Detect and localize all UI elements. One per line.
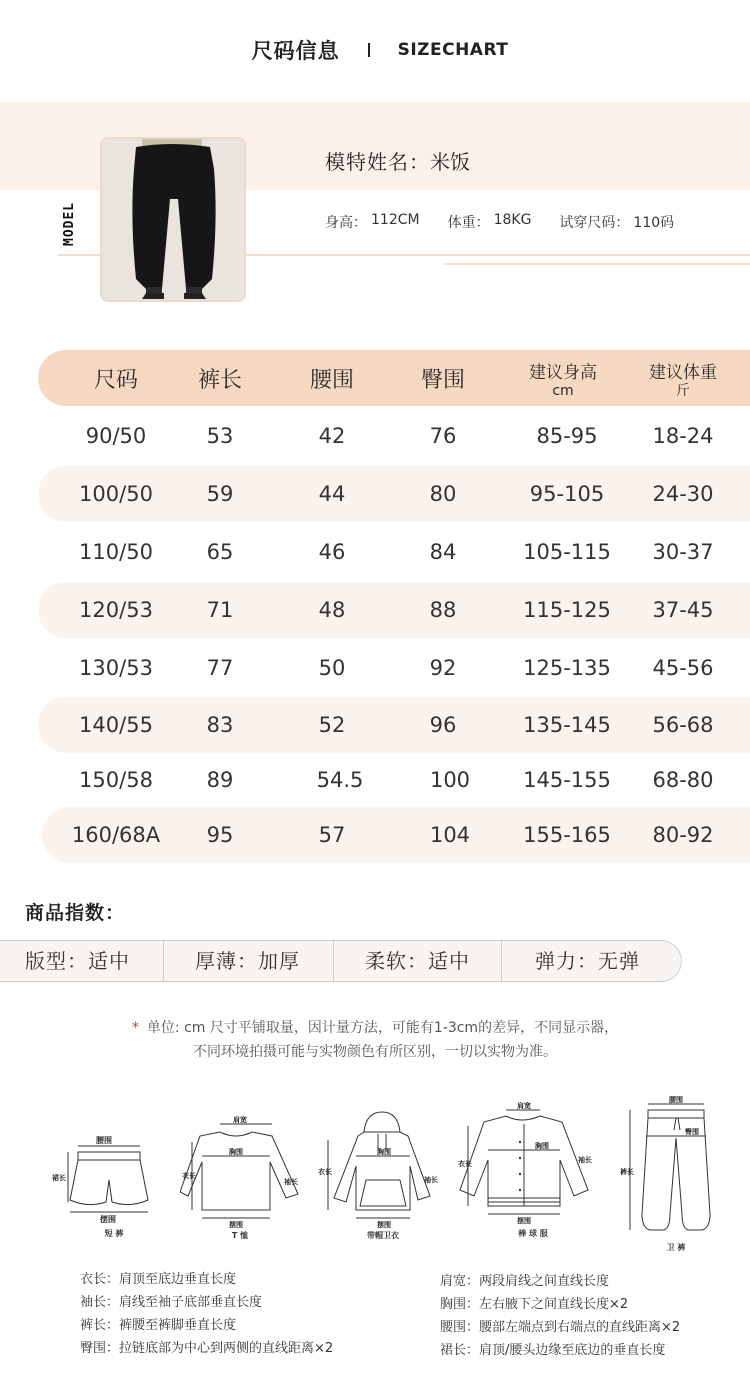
index-separator (333, 941, 334, 981)
cell-waist: 48 (318, 598, 346, 622)
diagram-hoodie (318, 1110, 448, 1240)
table-row (0, 640, 750, 696)
th-weight (628, 350, 738, 406)
table-row (0, 466, 750, 522)
th-weight-unit: 斤 (676, 382, 690, 399)
hoodie-label-hem: 摆围 (377, 1221, 391, 1229)
cell-size: 120/53 (79, 598, 153, 622)
model-vertical-text: MODEL (62, 201, 77, 246)
model-divider-line-short (445, 263, 750, 265)
definition-item (440, 1270, 680, 1293)
pants-drawing (620, 1094, 730, 1244)
cell-size: 150/58 (79, 768, 153, 792)
cell-length: 83 (206, 713, 234, 737)
pants-label-length: 裤长 (620, 1168, 634, 1176)
diagram-tshirt (180, 1112, 315, 1240)
note-line-1 (0, 1016, 750, 1040)
hoodie-drawing (318, 1110, 448, 1232)
cell-length: 53 (206, 424, 234, 448)
table-row (0, 752, 750, 808)
diagram-shorts (48, 1130, 168, 1238)
definition-item (80, 1337, 333, 1360)
cell-hip: 100 (429, 768, 471, 792)
product-index-title: 商品指数： (25, 902, 126, 924)
definition-text: 腰部左端点到右端点的直线距离×2 (479, 1320, 681, 1335)
title-cn: 尺码信息 (251, 39, 340, 63)
cell-weight: 45-56 (652, 656, 714, 680)
cell-size: 160/68A (71, 823, 161, 847)
index-separator (163, 941, 164, 981)
definition-label: 裙长： (440, 1343, 480, 1358)
definition-text: 拉链底部为中心到两侧的直线距离×2 (119, 1341, 334, 1356)
th-waist (282, 350, 382, 406)
cell-height: 115-125 (523, 598, 611, 622)
shorts-caption: 短 裤 (104, 1229, 124, 1238)
cell-height: 95-105 (529, 482, 605, 506)
measurement-note (0, 1016, 750, 1064)
definition-label: 腰围： (440, 1320, 480, 1335)
model-height-value: 112CM (371, 212, 420, 228)
table-row (0, 697, 750, 753)
definition-text: 左右腋下之间直线长度×2 (479, 1297, 629, 1312)
header-divider (368, 43, 370, 57)
cell-hip: 80 (429, 482, 457, 506)
definition-label: 衣长： (80, 1272, 120, 1287)
table-row (0, 524, 750, 580)
jacket-caption: 棒 球 服 (518, 1229, 548, 1238)
hoodie-caption: 带帽卫衣 (367, 1231, 399, 1240)
cell-size: 110/50 (79, 540, 153, 564)
cell-waist: 42 (318, 424, 346, 448)
cell-size: 140/55 (79, 713, 153, 737)
cell-weight: 18-24 (652, 424, 714, 448)
note-line-1-text: 单位: cm 尺寸平铺取量，因计量方法，可能有1-3cm的差异，不同显示器， (146, 1020, 619, 1036)
definition-label: 胸围： (440, 1297, 480, 1312)
model-weight-label: 体重： (447, 215, 490, 231)
cell-weight: 68-80 (652, 768, 714, 792)
cell-length: 77 (206, 656, 234, 680)
th-height-label: 建议身高 (529, 362, 597, 383)
cell-hip: 88 (429, 598, 457, 622)
shorts-label-hem: 摆围 (100, 1215, 116, 1224)
definitions-right (440, 1270, 680, 1362)
definition-item (440, 1339, 680, 1362)
definition-text: 肩顶至底边垂直长度 (119, 1272, 237, 1287)
model-stats (325, 212, 674, 232)
product-index-bar (0, 940, 682, 982)
model-vertical-label (62, 158, 82, 246)
cell-hip: 84 (429, 540, 457, 564)
cell-hip: 76 (429, 424, 457, 448)
jacket-label-hem: 摆围 (517, 1217, 531, 1225)
th-length (170, 350, 270, 406)
model-weight-value: 18KG (493, 212, 532, 228)
definition-text: 肩线至袖子底部垂直长度 (119, 1295, 263, 1310)
cell-length: 71 (206, 598, 234, 622)
note-star: * (131, 1020, 139, 1036)
tshirt-label-hem: 摆围 (229, 1221, 243, 1229)
cell-waist: 52 (318, 713, 346, 737)
definition-item (80, 1291, 333, 1314)
cell-height: 145-155 (523, 768, 611, 792)
cell-weight: 24-30 (652, 482, 714, 506)
model-trial-label: 试穿尺码： (559, 215, 630, 231)
title-en: SIZECHART (397, 40, 509, 60)
tshirt-label-shoulder: 肩宽 (233, 1116, 247, 1124)
definition-item (80, 1268, 333, 1291)
shorts-label-length: 裙长 (52, 1174, 66, 1182)
cell-hip: 96 (429, 713, 457, 737)
model-name-value: 米饭 (430, 150, 470, 174)
cell-hip: 104 (429, 823, 471, 847)
index-softness: 柔软：适中 (365, 949, 470, 973)
th-size-label: 尺码 (93, 367, 138, 393)
cell-height: 125-135 (523, 656, 611, 680)
note-line-2: 不同环境拍摄可能与实物颜色有所区别，一切以实物为准。 (193, 1044, 557, 1060)
model-trial-size (559, 212, 674, 232)
diagram-pants (620, 1094, 730, 1252)
jacket-drawing (458, 1102, 608, 1230)
cell-weight: 30-37 (652, 540, 714, 564)
cell-waist: 46 (318, 540, 346, 564)
th-height (508, 350, 618, 406)
cell-size: 130/53 (79, 656, 153, 680)
index-thickness: 厚薄：加厚 (195, 949, 300, 973)
model-name-label: 模特姓名： (325, 150, 430, 174)
shorts-drawing (48, 1130, 168, 1230)
definition-item (80, 1314, 333, 1337)
cell-size: 100/50 (79, 482, 153, 506)
cell-length: 59 (206, 482, 234, 506)
th-weight-label: 建议体重 (649, 362, 717, 383)
pants-label-waist: 腰围 (669, 1096, 683, 1104)
jacket-label-sleeve: 袖长 (578, 1156, 592, 1164)
model-weight (448, 212, 532, 232)
definition-item (440, 1293, 680, 1316)
page-header (0, 0, 750, 100)
table-row (0, 582, 750, 638)
model-pants-image (102, 139, 244, 300)
definition-text: 两段肩线之间直线长度 (479, 1274, 610, 1289)
th-length-label: 裤长 (197, 367, 242, 393)
model-height-label: 身高： (325, 215, 367, 231)
tshirt-caption: T 恤 (231, 1231, 249, 1240)
th-hip (393, 350, 493, 406)
jacket-label-length: 衣长 (458, 1160, 472, 1168)
model-name-line (325, 146, 470, 175)
cell-weight: 37-45 (652, 598, 714, 622)
diagram-jacket (458, 1102, 608, 1238)
cell-height: 105-115 (523, 540, 611, 564)
cell-weight: 80-92 (652, 823, 714, 847)
th-height-unit: cm (552, 382, 574, 399)
definition-label: 袖长： (80, 1295, 120, 1310)
definition-text: 裤腰至裤脚垂直长度 (119, 1318, 237, 1333)
cell-hip: 92 (429, 656, 457, 680)
th-size (58, 350, 174, 406)
table-row (0, 807, 750, 863)
cell-waist: 54.5 (316, 768, 364, 792)
table-row (0, 408, 750, 464)
hoodie-label-chest: 胸围 (377, 1148, 391, 1156)
th-hip-label: 臀围 (420, 367, 465, 393)
index-fit: 版型：适中 (25, 949, 130, 973)
cell-height: 155-165 (523, 823, 611, 847)
tshirt-drawing (180, 1112, 315, 1232)
shorts-label-waist: 腰围 (96, 1136, 112, 1145)
index-separator (501, 941, 502, 981)
tshirt-label-sleeve: 袖长 (284, 1178, 298, 1186)
cell-waist: 57 (318, 823, 346, 847)
model-trial-value: 110码 (633, 215, 675, 231)
definition-label: 裤长： (80, 1318, 120, 1333)
cell-waist: 44 (318, 482, 346, 506)
jacket-label-shoulder: 肩宽 (517, 1102, 531, 1110)
cell-size: 90/50 (85, 424, 147, 448)
jacket-label-chest: 胸围 (535, 1142, 549, 1150)
tshirt-label-chest: 胸围 (229, 1148, 243, 1156)
cell-length: 89 (206, 768, 234, 792)
cell-height: 85-95 (536, 424, 598, 448)
cell-length: 65 (206, 540, 234, 564)
cell-weight: 56-68 (652, 713, 714, 737)
hoodie-label-length: 衣长 (318, 1168, 332, 1176)
definition-text: 肩顶/腰头边缘至底边的垂直长度 (479, 1343, 666, 1358)
tshirt-label-length: 衣长 (182, 1172, 196, 1180)
pants-label-hip: 臀围 (685, 1128, 699, 1136)
cell-length: 95 (206, 823, 234, 847)
hoodie-label-sleeve: 袖长 (424, 1176, 438, 1184)
th-waist-label: 腰围 (309, 367, 354, 393)
definitions-left (80, 1268, 333, 1360)
definition-label: 臀围： (80, 1341, 120, 1356)
model-photo (100, 137, 246, 302)
definition-label: 肩宽： (440, 1274, 480, 1289)
model-height (325, 212, 420, 232)
pants-caption: 卫 裤 (666, 1243, 686, 1252)
cell-waist: 50 (318, 656, 346, 680)
cell-height: 135-145 (523, 713, 611, 737)
definition-item (440, 1316, 680, 1339)
index-elasticity: 弹力：无弹 (535, 949, 640, 973)
